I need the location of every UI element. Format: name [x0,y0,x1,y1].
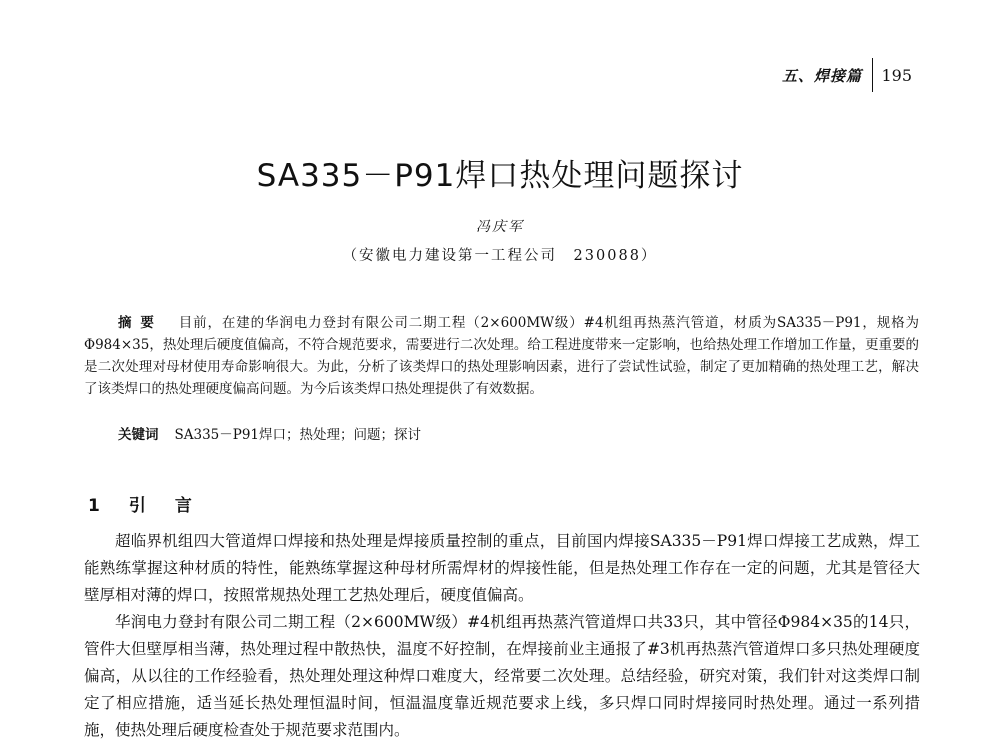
running-header [782,58,912,92]
body-paragraph: 超临界机组四大管道焊口焊接和热处理是焊接质量控制的重点，目前国内焊接SA335－P91焊口焊接工艺成熟，焊工能熟练掌握这种材质的特性，能熟练掌握这种母材所需焊材的焊接性能，但是热处理工作存在一定的问题，尤其是管径大壁厚相对薄的焊口，按照常规热处理工艺热处理后，硬度值偏高。 [84,532,920,604]
section-heading: 1 引 言 [88,496,198,516]
keywords [84,424,919,446]
keywords-text: SA335－P91焊口；热处理；问题；探讨 [174,427,422,443]
abstract-text: 目前，在建的华润电力登封有限公司二期工程（2×600MW级）#4机组再热蒸汽管道，材质为SA335－P91，规格为Φ984×35，热处理后硬度值偏高，不符合规范要求，需要进行二次处理。给工程进度带来一定影响，也给热处理工作增加工作量，更重要的是二次处理对母材使用寿命影响很大。为此，分析了该类焊口的热处理影响因素，进行了尝试性试验，制定了更加精确的热处理工艺，解决了该类焊口的热处理硬度偏高问题。为今后该类焊口热处理提供了有效数据。 [84,315,920,397]
keywords-label: 关键词 [118,427,159,443]
paper-title: SA335－P91焊口热处理问题探讨 [256,158,744,194]
abstract [84,312,919,400]
author-affiliation: （安徽电力建设第一工程公司 230088） [342,248,658,264]
body-paragraph: 华润电力登封有限公司二期工程（2×600MW级）#4机组再热蒸汽管道焊口共33只，其中管径Φ984×35的14只，管件大但壁厚相当薄，热处理过程中散热快，温度不好控制，在焊接前业主通报了#3机再热蒸汽管道焊口多只热处理硬度偏高，从以往的工作经验看，热处理处理这种焊口难度大，经常要二次处理。总结经验，研究对策，我们针对这类焊口制定了相应措施，适当延长热处理恒温时间，恒温温度靠近规范要求上线，多只焊口同时焊接同时热处理。通过一系列措施，使热处理后硬度检查处于规范要求范围内。 [84,613,920,739]
section-body [84,528,920,744]
running-header-section: 五、焊接篇 [781,66,862,85]
page-number: 195 [881,65,912,85]
abstract-label: 摘要 [118,315,163,331]
author-name: 冯庆军 [476,219,524,235]
